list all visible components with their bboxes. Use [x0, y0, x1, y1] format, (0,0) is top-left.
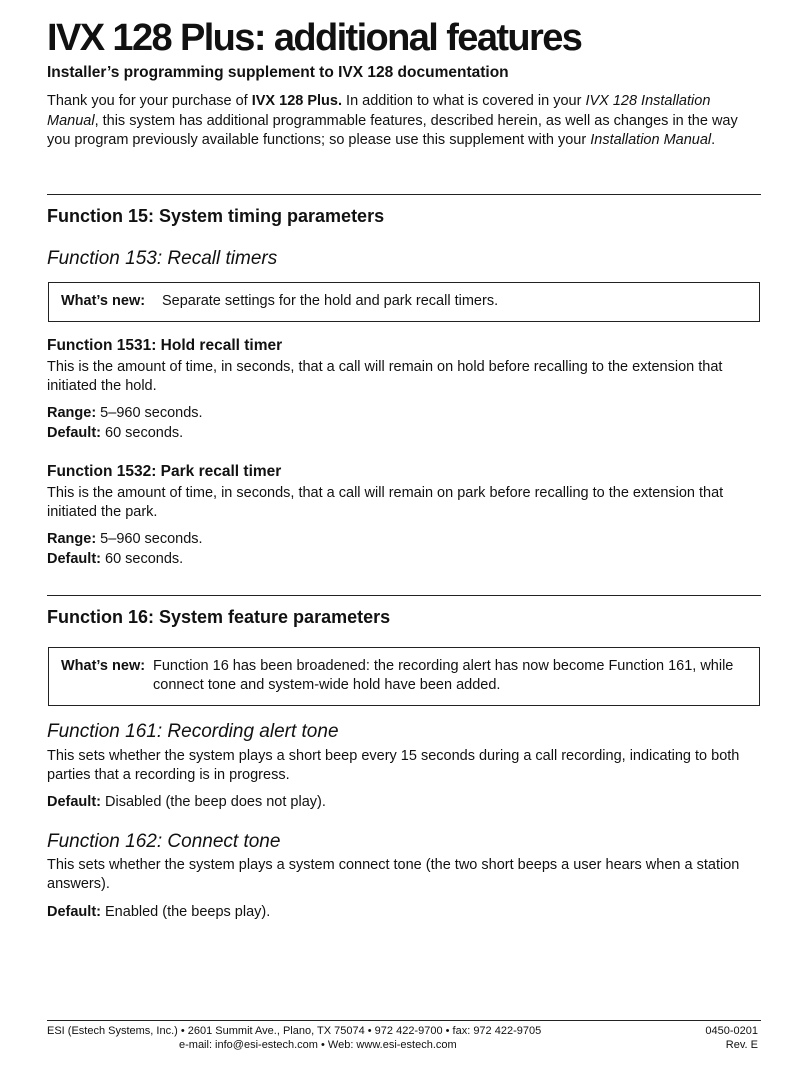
default-label: Default:	[47, 425, 101, 441]
function-162-heading: Function 162: Connect tone	[47, 831, 281, 852]
section-divider	[47, 595, 761, 596]
section-divider	[47, 194, 761, 195]
section-15-heading: Function 15: System timing parameters	[47, 206, 385, 226]
intro-product-name: IVX 128 Plus.	[251, 93, 343, 109]
function-1531-heading: Function 1531: Hold recall timer	[47, 337, 283, 354]
whats-new-label: What’s new:	[61, 658, 146, 674]
function-153-heading: Function 153: Recall timers	[47, 248, 278, 269]
whats-new-text: Separate settings for the hold and park recall timers.	[162, 293, 499, 309]
function-1532-default	[47, 550, 183, 569]
intro-text-3: , this system has additional programmable features, described herein, as well as changes in the way you program previously available functions; so please use this supplement with your	[47, 112, 738, 148]
default-value: Disabled (the beep does not play).	[100, 794, 326, 810]
function-1531-body: This is the amount of time, in seconds, that a call will remain on hold before recalling to the extension that initiated the hold.	[47, 359, 723, 394]
intro-text-2: In addition to what is covered in your	[342, 93, 586, 109]
function-161-body: This sets whether the system plays a short beep every 15 seconds during a call recording, indicating to both parties that a recording is in progress.	[47, 748, 740, 783]
whats-new-box	[48, 282, 760, 322]
range-label: Range:	[47, 531, 97, 547]
default-value: Enabled (the beeps play).	[100, 904, 271, 920]
footer-company-line: ESI (Estech Systems, Inc.) • 2601 Summit Ave., Plano, TX 75074 • 972 422-9700 • fax: 972 422-9705	[47, 1025, 542, 1037]
whats-new-label: What’s new:	[61, 293, 146, 309]
footer-divider	[47, 1020, 761, 1021]
whats-new-text: Function 16 has been broadened: the recording alert has now become Function 161, while connect tone and system-wide hold have been added.	[153, 658, 734, 693]
intro-text-4: .	[711, 132, 716, 148]
function-1531-range	[47, 404, 203, 423]
function-1531-default	[47, 424, 183, 443]
section-16-heading: Function 16: System feature parameters	[47, 607, 391, 627]
page-subtitle: Installer’s programming supplement to IVX 128 documentation	[47, 64, 509, 81]
range-label: Range:	[47, 405, 97, 421]
intro-manual-ref: IVX 128 Installation Manual	[47, 93, 711, 129]
intro-text-1: Thank you for your purchase of	[47, 93, 252, 109]
whats-new-box	[48, 647, 760, 706]
function-162-default	[47, 903, 270, 922]
footer-revision: Rev. E	[725, 1039, 758, 1051]
function-1532-heading: Function 1532: Park recall timer	[47, 463, 282, 480]
function-162-body: This sets whether the system plays a system connect tone (the two short beeps a user hears when a station answers).	[47, 857, 740, 892]
footer-doc-number: 0450-0201	[705, 1025, 758, 1037]
default-value: 60 seconds.	[100, 551, 184, 567]
function-1532-body: This is the amount of time, in seconds, that a call will remain on park before recalling to the extension that initiated the park.	[47, 485, 724, 520]
default-value: 60 seconds.	[100, 425, 184, 441]
default-label: Default:	[47, 904, 101, 920]
function-1532-range	[47, 530, 203, 549]
page-title: IVX 128 Plus: additional features	[47, 17, 582, 59]
default-label: Default:	[47, 551, 101, 567]
footer-contact-line: e-mail: info@esi-estech.com • Web: www.esi-estech.com	[179, 1039, 457, 1051]
intro-manual-ref-2: Installation Manual	[590, 132, 712, 148]
intro-paragraph	[47, 92, 762, 151]
default-label: Default:	[47, 794, 101, 810]
range-value: 5–960 seconds.	[96, 405, 203, 421]
function-161-default	[47, 793, 326, 812]
range-value: 5–960 seconds.	[96, 531, 203, 547]
function-161-heading: Function 161: Recording alert tone	[47, 721, 339, 742]
